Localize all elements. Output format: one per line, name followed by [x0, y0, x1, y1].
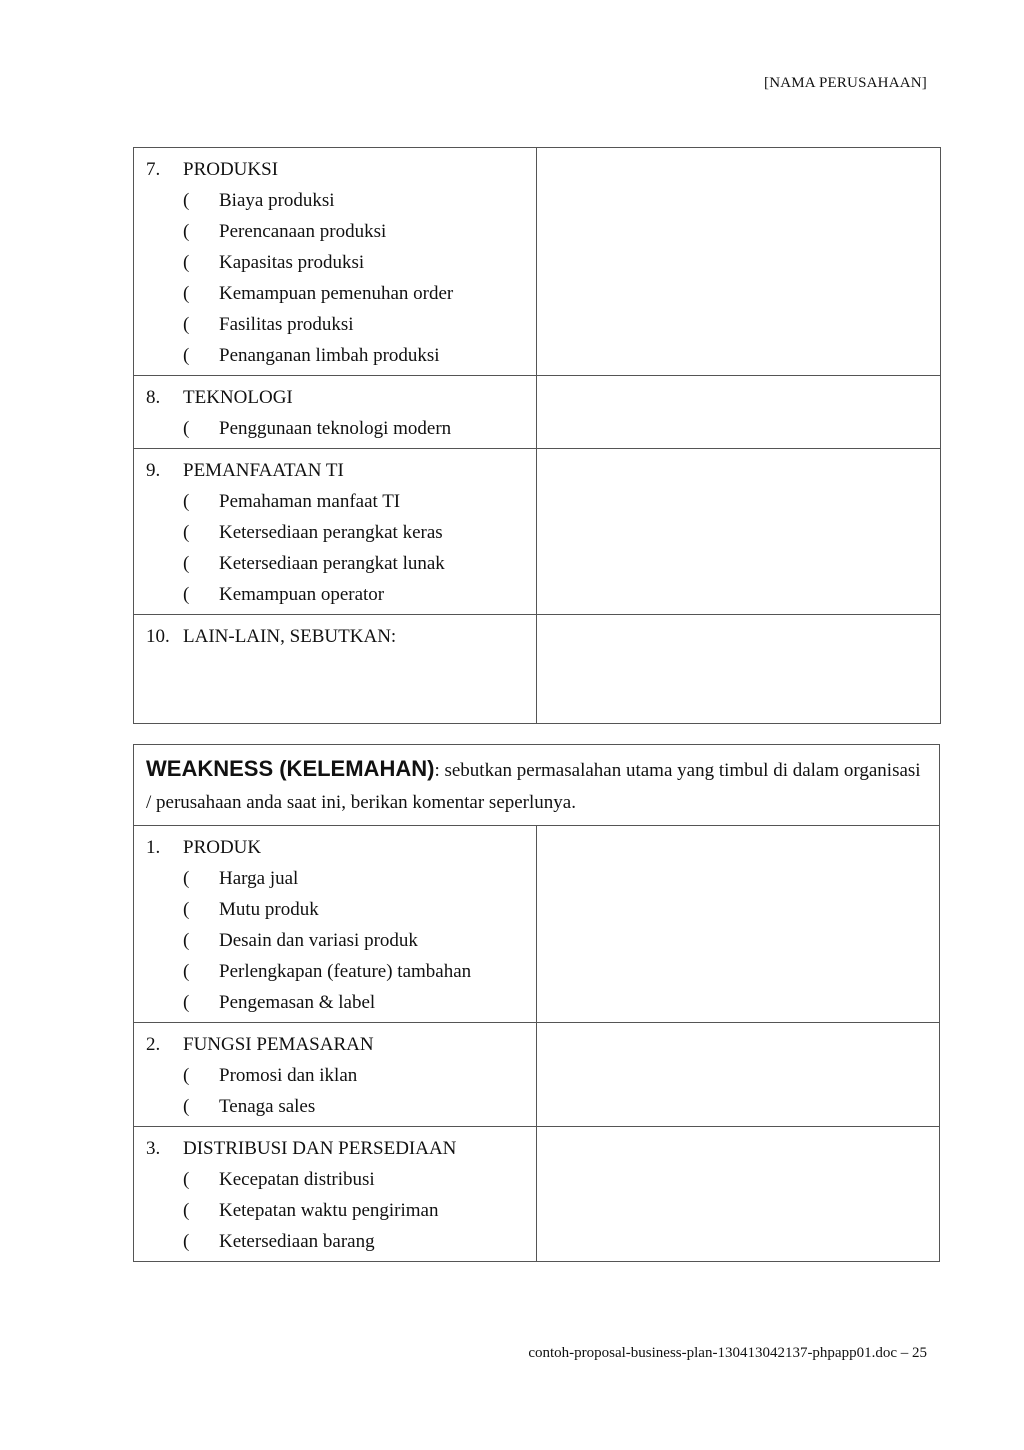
section-label-cell — [134, 376, 537, 449]
section-label-cell — [134, 449, 537, 615]
checklist-item — [146, 340, 536, 371]
checkbox-bullet: ( — [183, 899, 190, 920]
checkbox-bullet: ( — [183, 992, 190, 1013]
section-label-cell — [134, 615, 537, 724]
checklist-item — [146, 1091, 536, 1122]
page-footer: contoh-proposal-business-plan-130413042137-phpapp01.doc – 25 — [528, 1345, 927, 1361]
section-row — [134, 1127, 940, 1262]
section-number: 7. — [146, 159, 161, 180]
section-title-line — [146, 832, 536, 863]
checklist-item-label: Kemampuan pemenuhan order — [219, 283, 454, 304]
strength-table-continued — [133, 147, 941, 724]
section-title: PRODUK — [183, 837, 262, 858]
section-title-line — [146, 621, 536, 652]
checklist-item — [146, 987, 536, 1018]
checklist-item-label: Pengemasan & label — [219, 992, 376, 1013]
comment-cell[interactable] — [537, 1127, 940, 1262]
checklist-item-label: Penanganan limbah produksi — [219, 345, 440, 366]
section-row — [134, 449, 941, 615]
checklist-item — [146, 517, 536, 548]
section-title-line — [146, 1133, 536, 1164]
section-number: 3. — [146, 1138, 161, 1159]
checkbox-bullet: ( — [183, 1200, 190, 1221]
section-title-line — [146, 382, 536, 413]
checkbox-bullet: ( — [183, 961, 190, 982]
checklist-item — [146, 1226, 536, 1257]
comment-cell[interactable] — [537, 826, 940, 1023]
checkbox-bullet: ( — [183, 868, 190, 889]
checklist-item-label: Penggunaan teknologi modern — [219, 418, 452, 439]
checklist-item — [146, 486, 536, 517]
weakness-description: : sebutkan permasalahan utama yang timbul di dalam organisasi / perusahaan anda saat ini, berikan komentar seperlunya. — [146, 760, 921, 813]
checklist-item — [146, 413, 536, 444]
section-number: 10. — [146, 626, 170, 647]
checkbox-bullet: ( — [183, 418, 190, 439]
checklist-item-label: Tenaga sales — [219, 1096, 316, 1117]
checklist-item — [146, 894, 536, 925]
checkbox-bullet: ( — [183, 283, 190, 304]
section-title: LAIN-LAIN, SEBUTKAN: — [183, 626, 397, 647]
checklist-item-label: Ketepatan waktu pengiriman — [219, 1200, 439, 1221]
checklist-item — [146, 1195, 536, 1226]
checklist-item — [146, 548, 536, 579]
checkbox-bullet: ( — [183, 584, 190, 605]
weakness-heading-row — [134, 745, 940, 826]
section-title-line — [146, 455, 536, 486]
comment-cell[interactable] — [537, 1023, 940, 1127]
section-number: 2. — [146, 1034, 161, 1055]
checklist-item-label: Ketersediaan perangkat lunak — [219, 553, 445, 574]
section-title-line — [146, 154, 536, 185]
checklist-item-label: Kemampuan operator — [219, 584, 385, 605]
checkbox-bullet: ( — [183, 491, 190, 512]
section-label-cell — [134, 148, 537, 376]
section-label-cell — [134, 826, 537, 1023]
comment-cell[interactable] — [537, 148, 941, 376]
checkbox-bullet: ( — [183, 522, 190, 543]
checklist-item — [146, 309, 536, 340]
checkbox-bullet: ( — [183, 345, 190, 366]
checkbox-bullet: ( — [183, 1096, 190, 1117]
checklist-item — [146, 863, 536, 894]
section-label-cell — [134, 1127, 537, 1262]
section-row — [134, 826, 940, 1023]
checklist-item — [146, 925, 536, 956]
checkbox-bullet: ( — [183, 221, 190, 242]
checklist-item-label: Desain dan variasi produk — [219, 930, 418, 951]
section-label-cell — [134, 1023, 537, 1127]
section-title-line — [146, 1029, 536, 1060]
checklist-item-label: Kapasitas produksi — [219, 252, 365, 273]
checklist-item — [146, 278, 536, 309]
checklist-item-label: Ketersediaan barang — [219, 1231, 375, 1252]
section-title: DISTRIBUSI DAN PERSEDIAAN — [183, 1138, 457, 1159]
comment-cell[interactable] — [537, 615, 941, 724]
checklist-item-label: Mutu produk — [219, 899, 319, 920]
comment-cell[interactable] — [537, 449, 941, 615]
checkbox-bullet: ( — [183, 190, 190, 211]
page-header-company: [NAMA PERUSAHAAN] — [764, 75, 927, 91]
section-row — [134, 376, 941, 449]
checklist-item — [146, 1164, 536, 1195]
section-number: 1. — [146, 837, 161, 858]
checkbox-bullet: ( — [183, 252, 190, 273]
checklist-item — [146, 1060, 536, 1091]
checklist-item-label: Pemahaman manfaat TI — [219, 491, 401, 512]
checklist-item-label: Fasilitas produksi — [219, 314, 354, 335]
checklist-item — [146, 956, 536, 987]
checklist-item-label: Harga jual — [219, 868, 299, 889]
checklist-item-label: Perlengkapan (feature) tambahan — [219, 961, 472, 982]
checkbox-bullet: ( — [183, 553, 190, 574]
checklist-item-label: Promosi dan iklan — [219, 1065, 358, 1086]
checkbox-bullet: ( — [183, 1065, 190, 1086]
section-number: 8. — [146, 387, 161, 408]
checklist-item — [146, 579, 536, 610]
section-title: PEMANFAATAN TI — [183, 460, 344, 481]
checkbox-bullet: ( — [183, 314, 190, 335]
checklist-item-label: Kecepatan distribusi — [219, 1169, 375, 1190]
section-title: FUNGSI PEMASARAN — [183, 1034, 374, 1055]
weakness-title: WEAKNESS (KELEMAHAN) — [146, 756, 435, 781]
section-row — [134, 615, 941, 724]
weakness-heading-cell — [134, 745, 940, 826]
checklist-item — [146, 216, 536, 247]
section-title: TEKNOLOGI — [183, 387, 293, 408]
checkbox-bullet: ( — [183, 1231, 190, 1252]
comment-cell[interactable] — [537, 376, 941, 449]
checklist-item-label: Biaya produksi — [219, 190, 335, 211]
weakness-table — [133, 744, 940, 1262]
checklist-item-label: Perencanaan produksi — [219, 221, 387, 242]
checklist-item-label: Ketersediaan perangkat keras — [219, 522, 443, 543]
checkbox-bullet: ( — [183, 930, 190, 951]
section-title: PRODUKSI — [183, 159, 279, 180]
checklist-item — [146, 247, 536, 278]
section-row — [134, 148, 941, 376]
section-number: 9. — [146, 460, 161, 481]
section-row — [134, 1023, 940, 1127]
checkbox-bullet: ( — [183, 1169, 190, 1190]
checklist-item — [146, 185, 536, 216]
